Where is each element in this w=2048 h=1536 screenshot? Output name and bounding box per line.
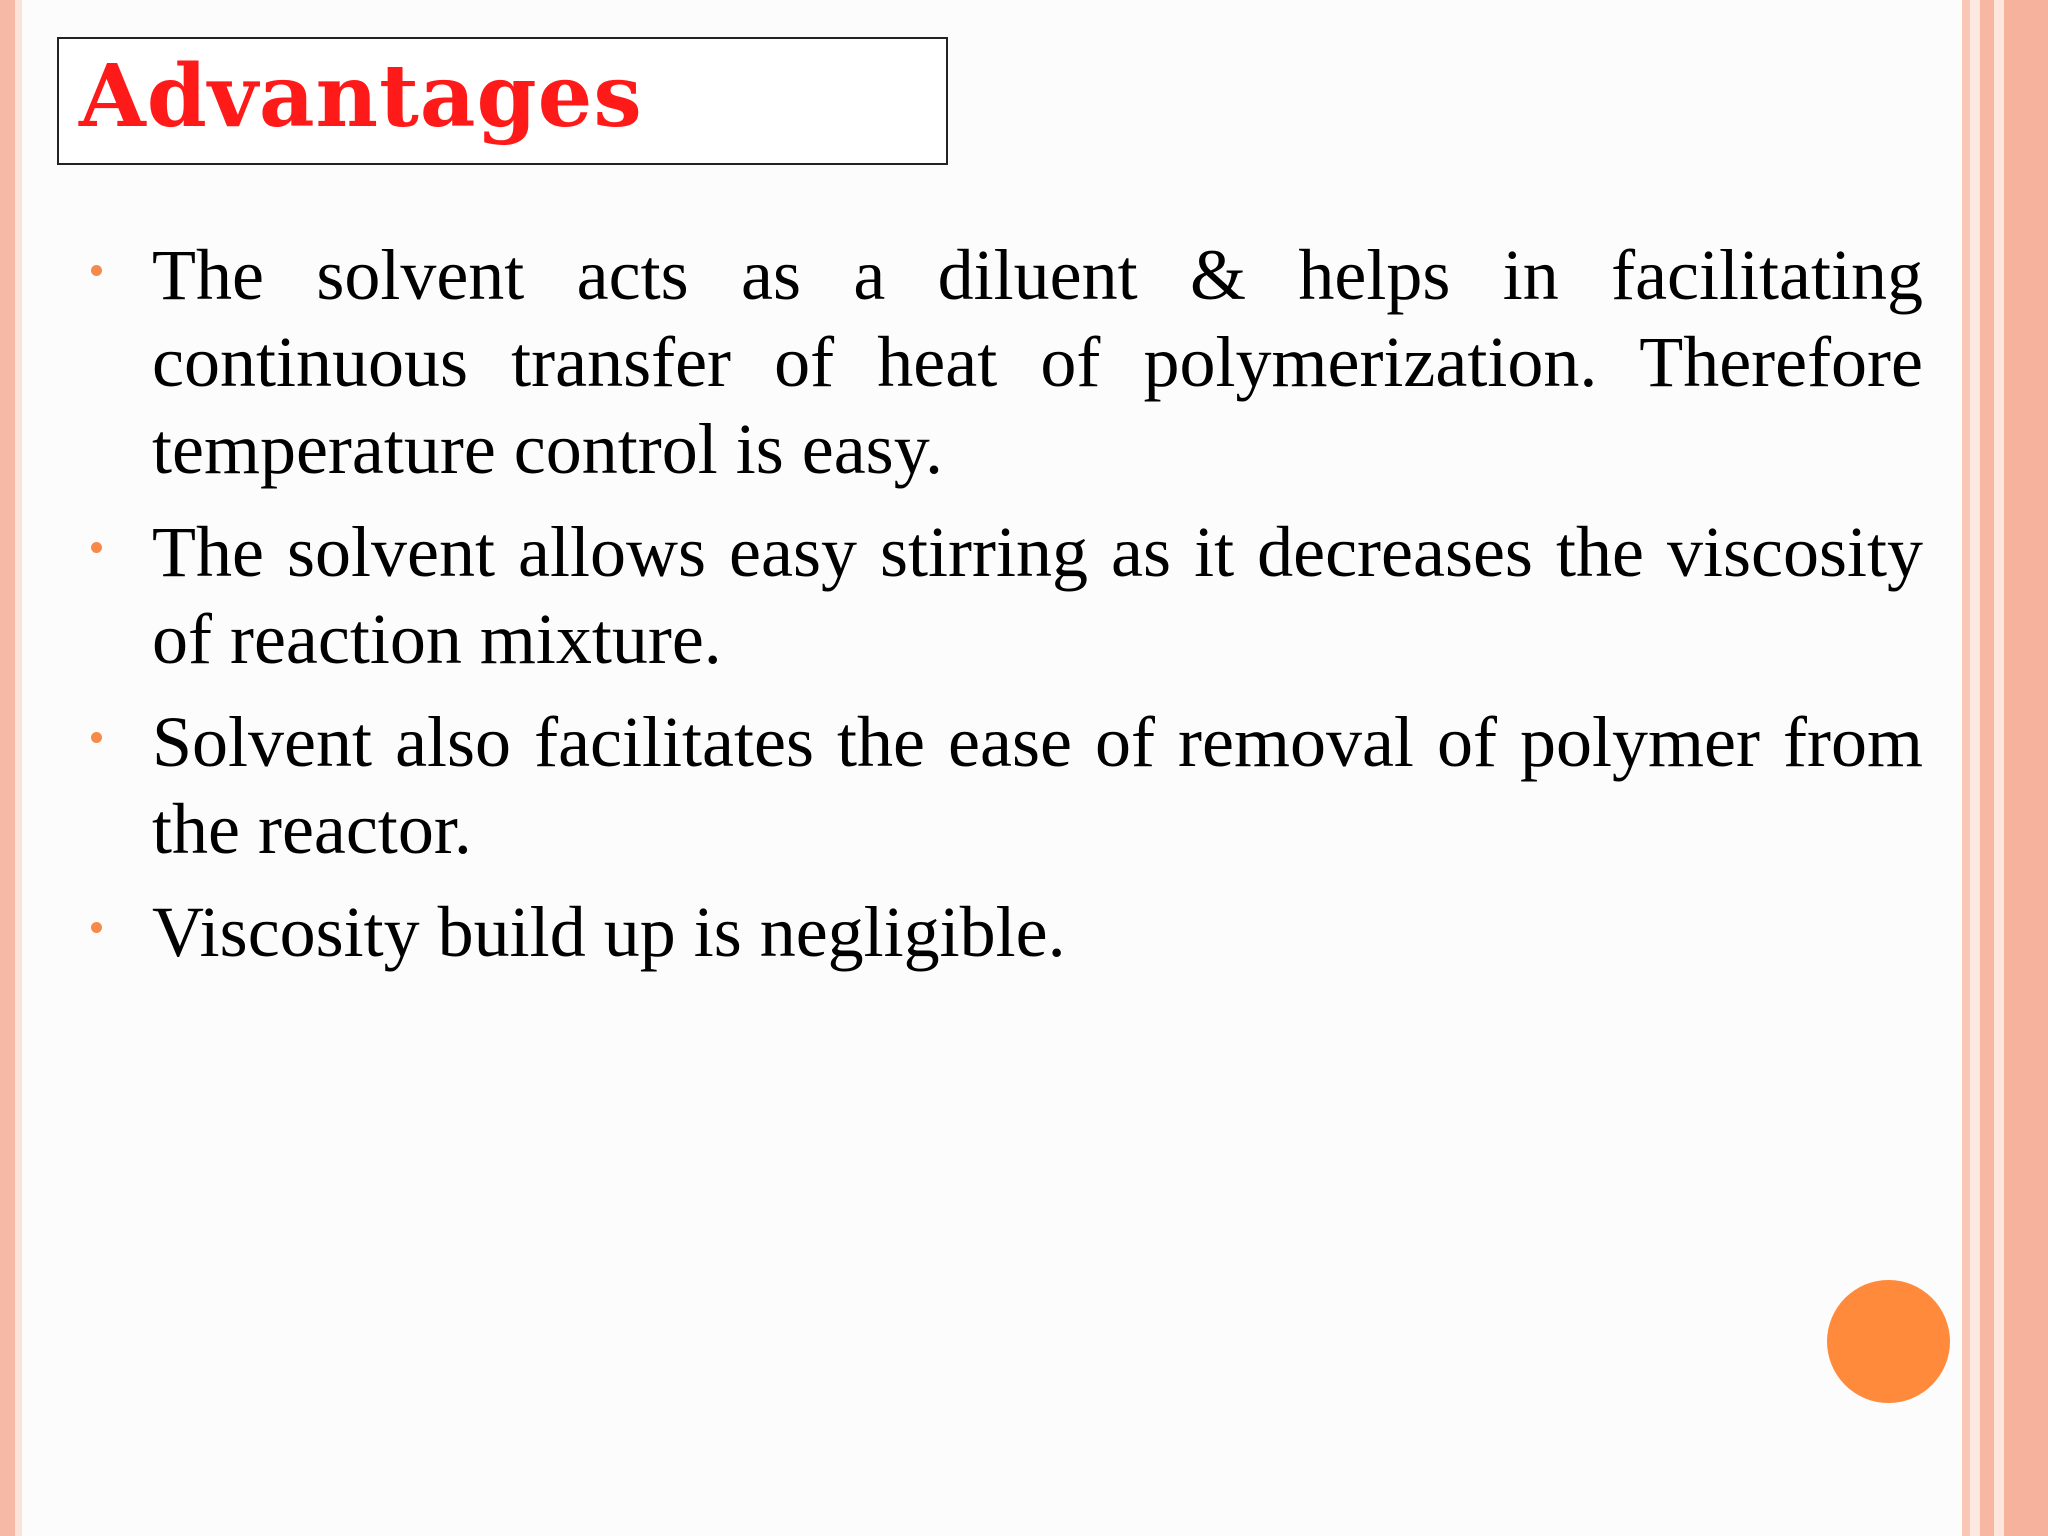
left-border-stripe-inner [15,0,22,1536]
right-border-stripe-2 [1970,0,1980,1536]
bullet-text: The solvent allows easy stirring as it decreases the viscosity of reaction mixture. [152,512,1923,679]
bullet-item [88,699,1923,873]
bullet-item [88,889,1923,976]
bullet-dot-icon [91,542,102,553]
slide-title: Advantages [79,46,643,147]
bullet-text: Viscosity build up is negligible. [152,892,1066,972]
bullet-item [88,232,1923,493]
left-border-stripe [0,0,15,1536]
bullet-text: Solvent also facilitates the ease of removal of polymer from the reactor. [152,702,1923,869]
bullet-dot-icon [91,265,102,276]
right-border-stripe-5 [2004,0,2048,1536]
right-border-stripe-4 [1994,0,2004,1536]
bullet-item [88,509,1923,683]
right-border-stripe-1 [1962,0,1970,1536]
bullet-dot-icon [91,922,102,933]
bullet-list [88,232,1923,992]
bullet-text: The solvent acts as a diluent & helps in facilitating continuous transfer of heat of polymerization. Therefore temperature control is easy. [152,235,1923,489]
right-border-stripe-3 [1980,0,1994,1536]
title-box [57,37,948,165]
bullet-dot-icon [91,732,102,743]
decorative-circle-icon [1827,1280,1950,1403]
